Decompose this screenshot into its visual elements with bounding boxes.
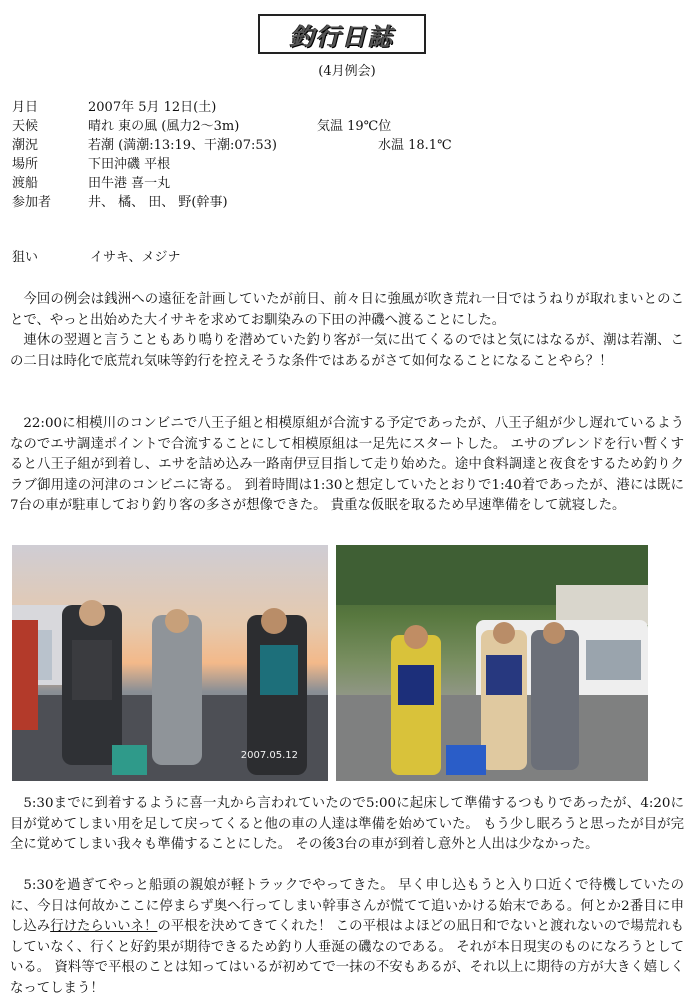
paragraph-5 xyxy=(10,876,684,999)
air-temp: 気温 19℃位 xyxy=(317,119,392,134)
paragraph-2: 連休の翌週と言うこともあり鳴りを潜めていた釣り客が一気に出てくるのではと気にはなるが、潮は若潮、この二日は時化で底荒れ気味等釣行を控えそうな条件ではあるがさて如何なることになることやら？！ xyxy=(10,333,684,369)
photo-anglers-dawn-image xyxy=(12,545,328,781)
page-title: 釣行日誌 xyxy=(290,22,394,51)
members-label: 参加者 xyxy=(12,195,52,210)
paragraph-4: 5:30までに到着するように喜一丸から言われていたので5:00に起床して準備するつもりであったが、4:20に目が覚めてしまい用を足して戻ってくると他の車の人達は準備を始めていた。 もう少し眠ろうと思ったが目が完全に覚めてしまい我々も準備することにした。 その後3台の車が到着し意外と人出は少なかった。 xyxy=(10,796,684,852)
paragraph-3: 22:00に相模川のコンビニで八王子組と相模原組が合流する予定であったが、八王子組が少し遅れているようなのでエサ調達ポイントで合流することにして相模原組は一足先にスタートした。 エサのブレンドを行い暫くすると八王子組が到着し、エサを詰め込み一路南伊豆目指して走り始めた。途中食料調達と夜食をするため釣りクラブ御用達の河津のコンビニに寄る。 到着時間は1:30と想定していたとおりで1:40着であったが、港には既に7台の車が駐車しており釣り客の多さが想像できた。 貴重な仮眠を取るため早速準備をして就寝した。 xyxy=(10,416,684,513)
photo-date-stamp: 2007.05.12 xyxy=(240,750,298,761)
boat-label: 渡船 xyxy=(12,176,39,191)
members-value: 井、 橘、 田、 野(幹事) xyxy=(88,195,228,210)
photo-anglers-van-image xyxy=(336,545,648,781)
paragraph-1: 今回の例会は銭洲への遠征を計画していたが前日、前々日に強風が吹き荒れ一日ではうねりが取れまいとのことで、やっと出始めた大イサキを求めてお馴染みの下田の沖磯へ渡ることにした。 xyxy=(10,292,684,328)
target-fish xyxy=(12,246,181,265)
paragraph-5-start: 5:30を過ぎてやっと船頭の親娘が軽トラックでやってきた。 早く申し込もうと入り口近くで待機していたのに、今日は何故かここに停まらず奥へ行ってしまい幹事さんが慌てて追いかける始末である。何とか2番目に申し込み xyxy=(10,878,684,934)
date-value: 2007年 5月 12日(土) xyxy=(88,100,217,115)
tide-value: 若潮 (満潮:13:19、干潮:07:53) xyxy=(88,138,277,153)
title-box xyxy=(258,14,426,54)
boat-value: 田牛港 喜一丸 xyxy=(88,176,171,191)
date-label: 月日 xyxy=(12,100,39,115)
tide-label: 潮況 xyxy=(12,138,39,153)
paragraph-5-end: の平根を決めてきてくれた！ この平根はよほどの凪日和でないと渡れないので場荒れもしていなく、行くと好釣果が期待できるため釣り人垂涎の磯なのである。 それが本日現実のものになろうとしている。 資料等で平根のことは知ってはいるが初めてで一抹の不安もあるが、それ以上に期待の方が大きく嬉しくなってしまう！ xyxy=(10,919,685,996)
photo-anglers-dawn xyxy=(12,545,328,781)
place-value: 下田沖磯 平根 xyxy=(88,157,171,172)
weather-value: 晴れ 東の風 (風力2～3m) xyxy=(88,119,240,134)
page-subtitle: (4月例会) xyxy=(318,64,376,79)
weather-label: 天候 xyxy=(12,119,39,134)
target-value: イサキ、メジナ xyxy=(90,250,181,265)
paragraph-5-highlight: 行けたらいいネ！ xyxy=(50,919,158,934)
photo-anglers-van xyxy=(336,545,648,781)
place-label: 場所 xyxy=(12,157,39,172)
water-temp: 水温 18.1℃ xyxy=(378,138,452,153)
target-label: 狙い xyxy=(12,250,39,265)
